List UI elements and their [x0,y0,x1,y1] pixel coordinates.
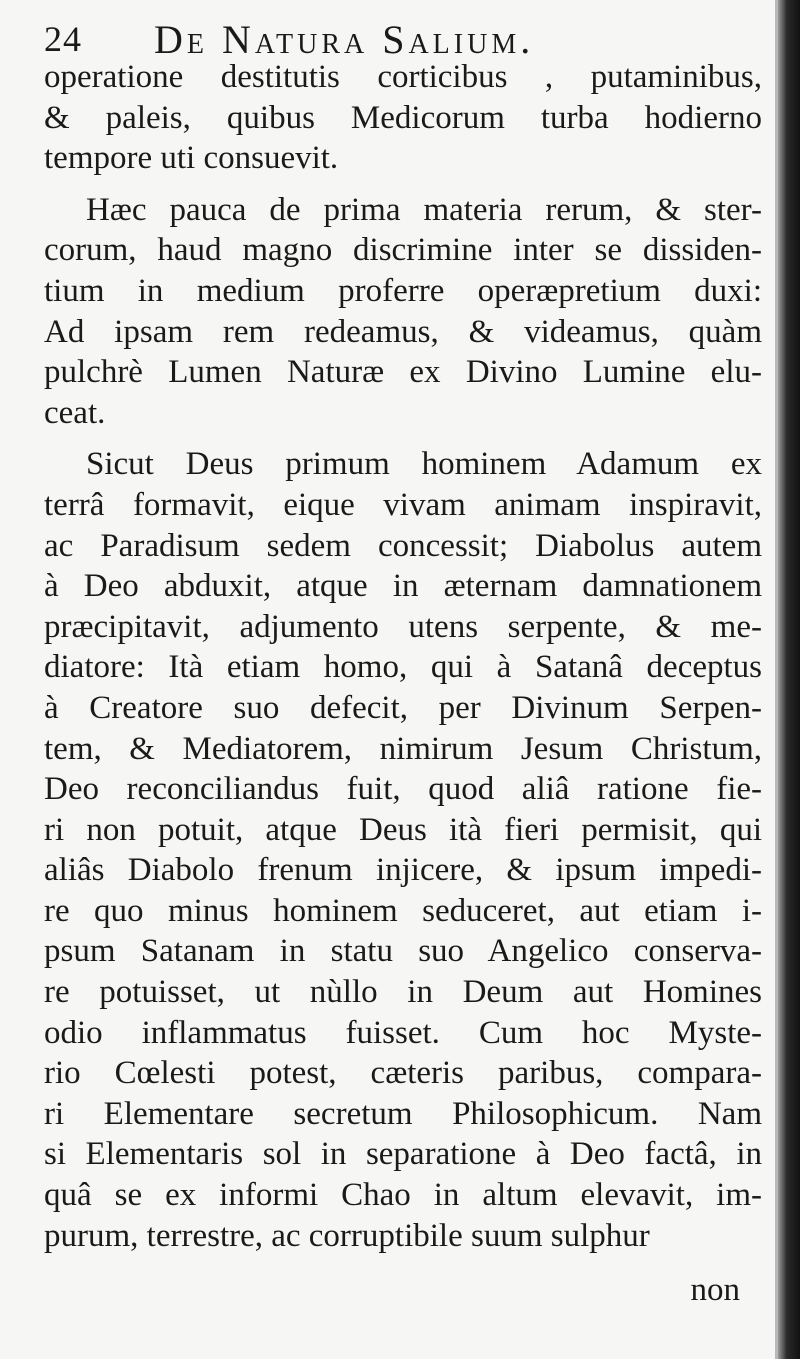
text-line: præcipitavit, adjumento utens serpente, & me- [44,608,762,645]
text-line: odio inflammatus fuisset. Cum hoc Myste- [44,1014,762,1051]
text-line: si Elementaris sol in separatione à Deo factâ, in [44,1136,762,1173]
body-text [44,57,762,1256]
text-line: Deo reconciliandus fuit, quod aliâ ratione fie- [44,771,762,808]
text-line: Sicut Deus primum hominem Adamum ex [86,446,762,483]
paragraph-gap [44,179,762,190]
text-line: tem, & Mediatorem, nimirum Jesum Christum, [44,730,762,767]
text-line: re quo minus hominem seduceret, aut etiam i- [44,892,762,929]
text-line: aliâs Diabolo frenum injicere, & ipsum impedi- [44,852,762,889]
text-line: tempore uti consuevit. [44,140,339,177]
text-line: quâ se ex informi Chao in altum elevavit, im- [44,1177,762,1214]
text-line: ri Elementare secretum Philosophicum. Nam [44,1095,762,1132]
text-line: purum, terrestre, ac corruptibile suum sulphur [44,1217,650,1254]
text-line: diatore: Ità etiam homo, qui à Satanâ deceptus [44,649,762,686]
text-line: ceat. [44,394,106,431]
catchword: non [690,1272,740,1308]
text-line: re potuisset, ut nùllo in Deum aut Homines [44,974,762,1011]
text-line: Ad ipsam rem redeamus, & videamus, quàm [44,313,762,350]
text-line: à Creatore suo defecit, per Divinum Serpen- [44,689,762,726]
text-line: rio Cœlesti potest, cæteris paribus, compara- [44,1055,762,1092]
text-line: ri non potuit, atque Deus ità fieri permisit, qui [44,811,762,848]
text-line: operatione destitutis corticibus , putaminibus, [44,59,762,95]
text-line: tium in medium proferre operæpretium duxi: [44,272,762,309]
text-line: pulchrè Lumen Naturæ ex Divino Lumine elu- [44,354,762,391]
running-title: De Natura Salium. [154,17,535,62]
text-line: Hæc pauca de prima materia rerum, & ster- [86,191,762,228]
paragraph-gap [44,433,762,444]
binding-gutter [778,0,800,1359]
text-line: à Deo abduxit, atque in æternam damnationem [44,568,762,605]
text-line: terrâ formavit, eique vivam animam inspiravit, [44,486,762,523]
text-line: psum Satanam in statu suo Angelico conserva- [44,933,762,970]
text-line: ac Paradisum sedem concessit; Diabolus autem [44,527,762,564]
text-line: & paleis, quibus Medicorum turba hodierno [44,99,762,136]
text-line: corum, haud magno discrimine inter se dissiden- [44,232,762,269]
page-number: 24 [44,19,82,59]
